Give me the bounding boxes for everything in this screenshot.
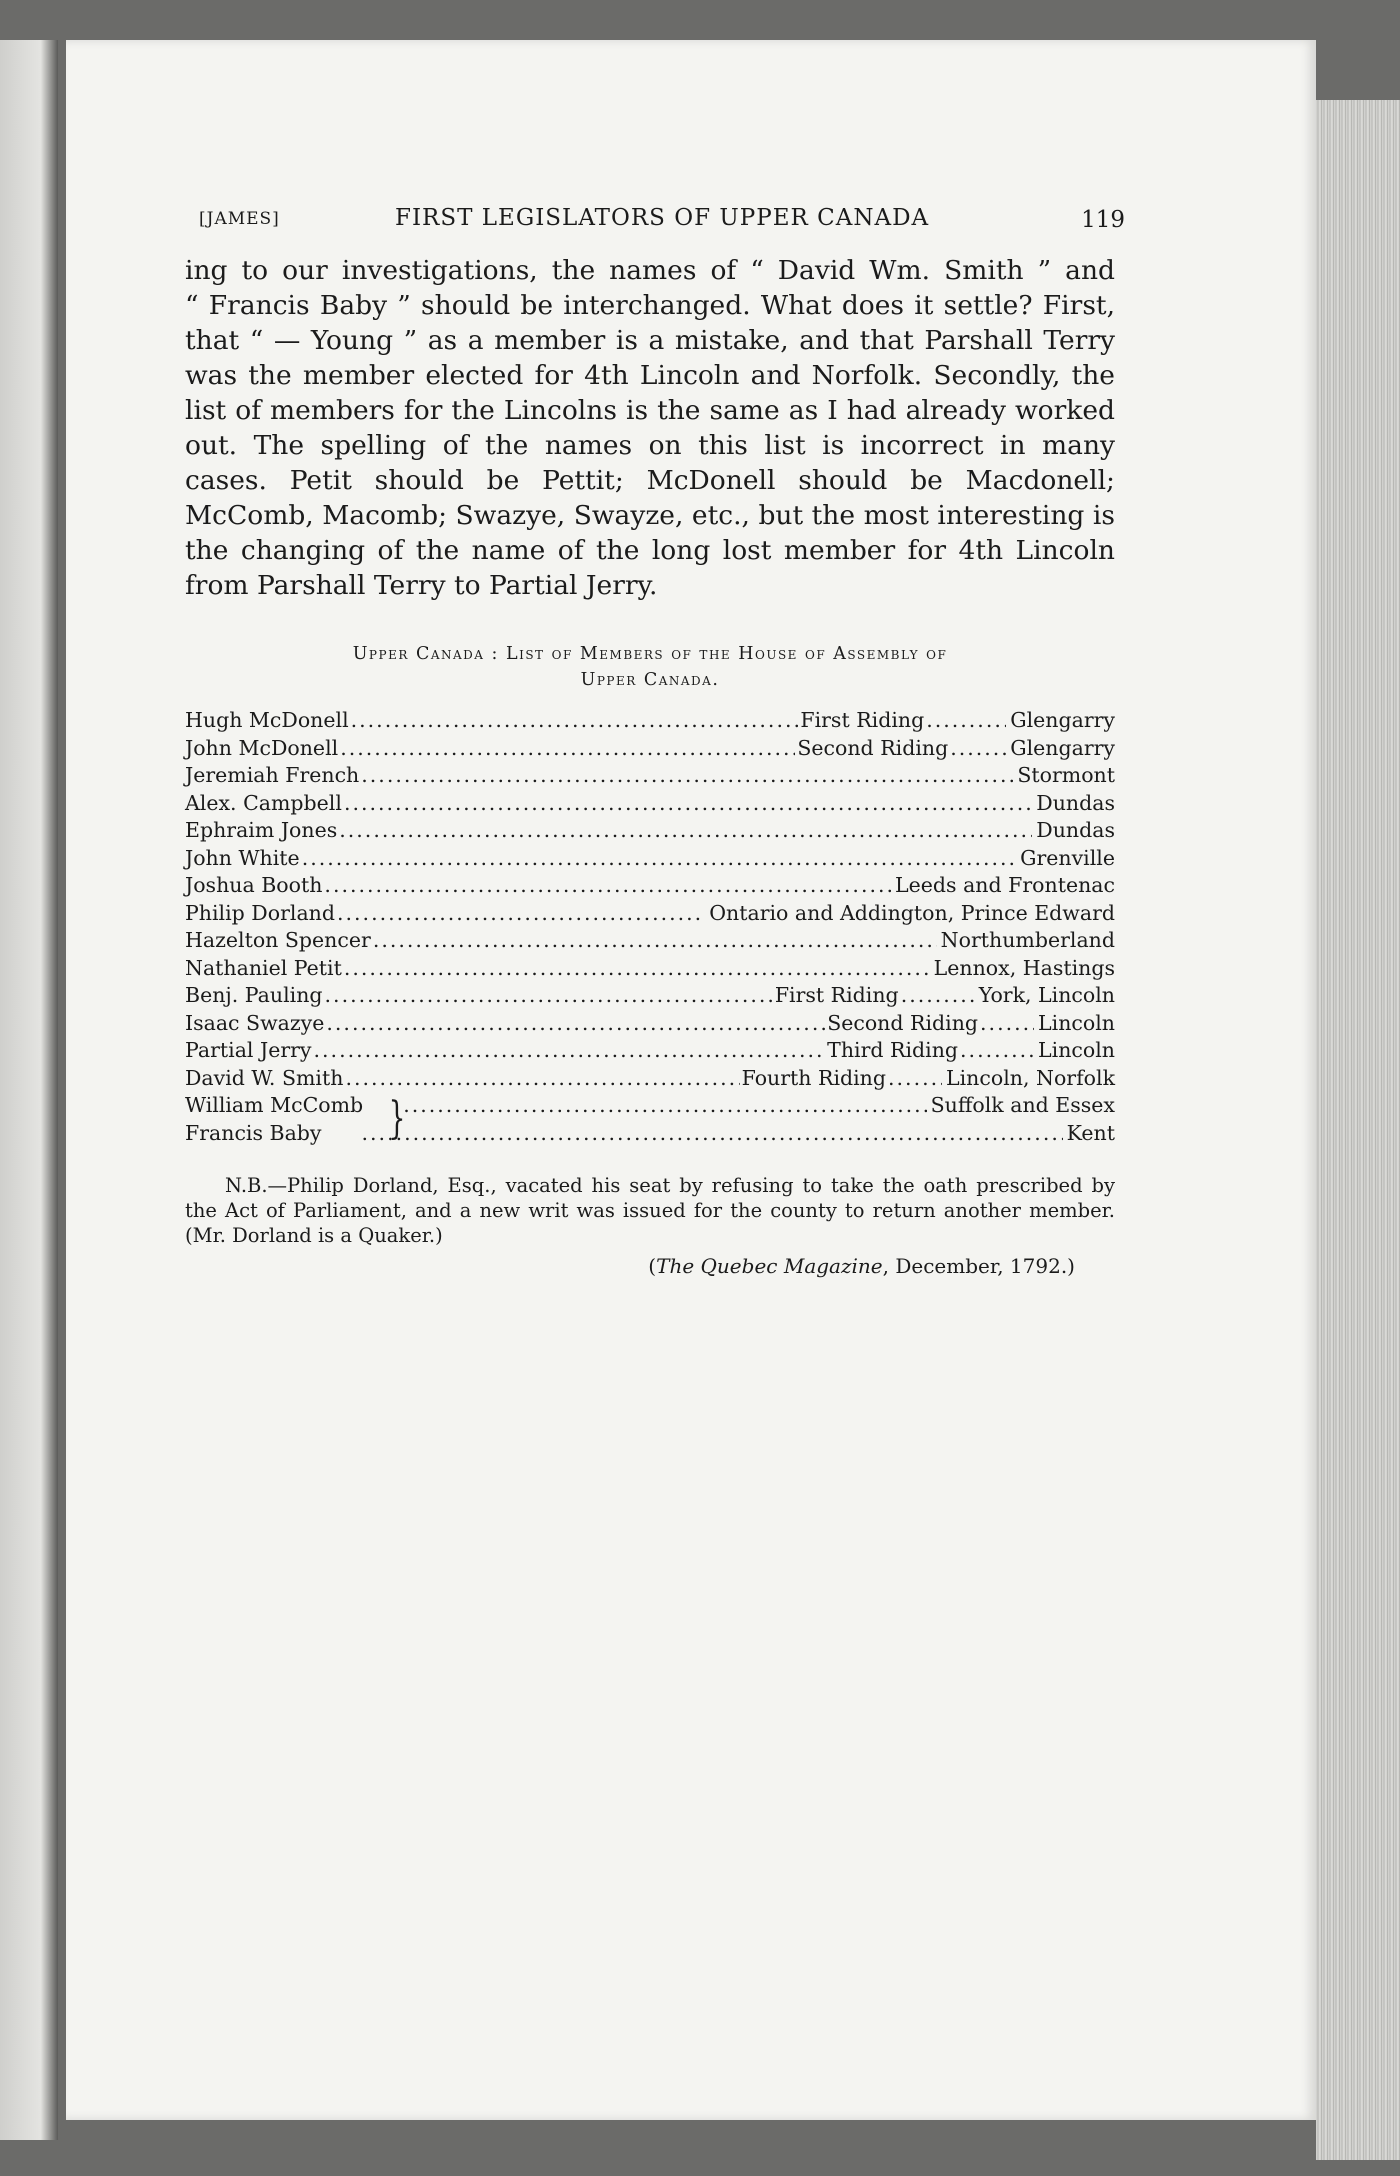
author-tag: [JAMES] xyxy=(199,209,280,229)
member-county: Leeds and Frontenac xyxy=(895,873,1115,897)
leader-dots xyxy=(980,1010,1034,1038)
member-riding: First Riding xyxy=(800,708,925,732)
page-content xyxy=(185,205,1125,1278)
member-name: Joshua Booth xyxy=(185,873,323,897)
paragraph-line: from Parshall Terry to Partial Jerry. xyxy=(185,570,658,601)
paragraph-line: out. The spelling of the names on this list is incorrect in many xyxy=(185,430,1115,461)
caption-line: Upper Canada : List of Members of the House of Assembly of xyxy=(352,644,948,664)
member-county: Lincoln xyxy=(1038,1010,1115,1035)
member-row xyxy=(185,1037,1115,1065)
member-name: Hazelton Spencer xyxy=(185,928,371,952)
paragraph-line: McComb, Macomb; Swazye, Swayze, etc., but the most interesting is xyxy=(185,500,1115,531)
source-publication: The Quebec Magazine xyxy=(656,1254,883,1278)
leader-dots xyxy=(901,982,975,1010)
member-county: Dundas xyxy=(1036,790,1115,815)
member-county: Grenville xyxy=(1020,845,1115,870)
leader-dots xyxy=(950,735,1006,763)
member-row xyxy=(185,1120,1115,1148)
member-county: Lincoln, Norfolk xyxy=(946,1065,1115,1090)
page-stack-edge xyxy=(1316,100,1400,2160)
leader-dots xyxy=(344,955,930,983)
member-row xyxy=(185,872,1115,900)
members-list xyxy=(185,707,1115,1147)
facing-page-edge xyxy=(0,40,58,2140)
body-paragraph xyxy=(185,253,1115,603)
member-row xyxy=(185,955,1115,983)
leader-dots xyxy=(351,707,799,735)
member-county: Ontario and Addington, Prince Edward xyxy=(709,900,1115,925)
member-row xyxy=(185,1065,1115,1093)
leader-dots xyxy=(302,845,1016,873)
member-county: Lennox, Hastings xyxy=(933,955,1115,980)
source-date: , December, 1792.) xyxy=(882,1254,1075,1278)
paragraph-line: cases. Petit should be Pettit; McDonell should be Macdonell; xyxy=(185,465,1115,496)
page-number: 119 xyxy=(1081,207,1125,233)
leader-dots xyxy=(340,735,795,763)
member-riding: Second Riding xyxy=(797,735,949,760)
leader-dots xyxy=(361,762,1013,790)
footnote: N.B.—Philip Dorland, Esq., vacated his seat by refusing to take the oath prescribed by the Act of Parliament, and a new writ was issued for the county to return another member. (Mr. Dorland is a Quaker.) xyxy=(185,1174,1115,1247)
member-riding: Third Riding xyxy=(827,1038,959,1062)
paragraph-line: “ Francis Baby ” should be interchanged. What does it settle? First, xyxy=(185,290,1115,321)
member-riding: First Riding xyxy=(774,983,899,1007)
leader-dots xyxy=(326,1010,825,1038)
leader-dots xyxy=(403,1092,926,1120)
leader-dots xyxy=(960,1037,1034,1065)
member-name: Alex. Campbell xyxy=(185,790,342,815)
paragraph-line: the changing of the name of the long lost member for 4th Lincoln xyxy=(185,535,1115,566)
member-county: Glengarry xyxy=(1010,708,1115,732)
paragraph-line: ing to our investigations, the names of “ David Wm. Smith ” and xyxy=(185,255,1115,286)
leader-dots xyxy=(926,707,1006,735)
leader-dots xyxy=(337,900,705,928)
member-name: Philip Dorland xyxy=(185,900,335,925)
member-name: Benj. Pauling xyxy=(185,983,323,1007)
paragraph-line: that “ — Young ” as a member is a mistake, and that Parshall Terry xyxy=(185,325,1115,356)
leader-dots xyxy=(325,982,773,1010)
leader-dots xyxy=(344,790,1032,818)
member-row xyxy=(185,707,1115,735)
leader-dots xyxy=(362,1120,1063,1148)
member-row xyxy=(185,790,1115,818)
leader-dots xyxy=(324,872,891,900)
leader-dots xyxy=(373,927,937,955)
member-name: William McComb xyxy=(185,1093,364,1117)
member-county: York, Lincoln xyxy=(978,983,1115,1007)
member-county: Stormont xyxy=(1017,763,1115,787)
member-name: David W. Smith xyxy=(185,1065,344,1090)
member-county: Northumberland xyxy=(940,928,1115,952)
member-county: Dundas xyxy=(1036,818,1115,842)
leader-dots xyxy=(888,1065,942,1093)
curly-brace: } xyxy=(388,1093,406,1144)
bracketed-members xyxy=(185,1092,1115,1147)
member-row xyxy=(185,900,1115,928)
caption-line: Upper Canada. xyxy=(580,670,720,690)
leader-dots xyxy=(345,1065,739,1093)
member-row xyxy=(185,817,1115,845)
paragraph-line: was the member elected for 4th Lincoln and Norfolk. Secondly, the xyxy=(185,360,1115,391)
member-name: John McDonell xyxy=(185,735,339,760)
member-name: Jeremiah French xyxy=(185,763,360,787)
member-name: Francis Baby xyxy=(185,1120,322,1145)
member-county: Suffolk and Essex xyxy=(930,1093,1115,1117)
member-name: Ephraim Jones xyxy=(185,818,338,842)
member-riding: Fourth Riding xyxy=(741,1065,887,1090)
member-row xyxy=(185,1092,1115,1120)
member-row xyxy=(185,1010,1115,1038)
source-citation xyxy=(185,1254,1115,1278)
member-county: Glengarry xyxy=(1010,735,1115,760)
paragraph-line: list of members for the Lincolns is the same as I had already worked xyxy=(185,395,1115,426)
member-row xyxy=(185,927,1115,955)
running-header xyxy=(185,205,1125,245)
member-row xyxy=(185,845,1115,873)
leader-dots xyxy=(314,1037,826,1065)
member-county: Kent xyxy=(1066,1120,1115,1145)
member-row xyxy=(185,735,1115,763)
list-caption xyxy=(185,641,1115,693)
member-name: John White xyxy=(185,845,300,870)
member-riding: Second Riding xyxy=(827,1010,979,1035)
member-name: Partial Jerry xyxy=(185,1038,312,1062)
member-row xyxy=(185,762,1115,790)
member-name: Hugh McDonell xyxy=(185,708,349,732)
member-row xyxy=(185,982,1115,1010)
running-title: FIRST LEGISLATORS OF UPPER CANADA xyxy=(395,205,930,231)
member-name: Isaac Swazye xyxy=(185,1010,325,1035)
member-county: Lincoln xyxy=(1038,1038,1115,1062)
leader-dots xyxy=(339,817,1032,845)
member-name: Nathaniel Petit xyxy=(185,955,342,980)
source-open-paren: ( xyxy=(648,1254,657,1278)
